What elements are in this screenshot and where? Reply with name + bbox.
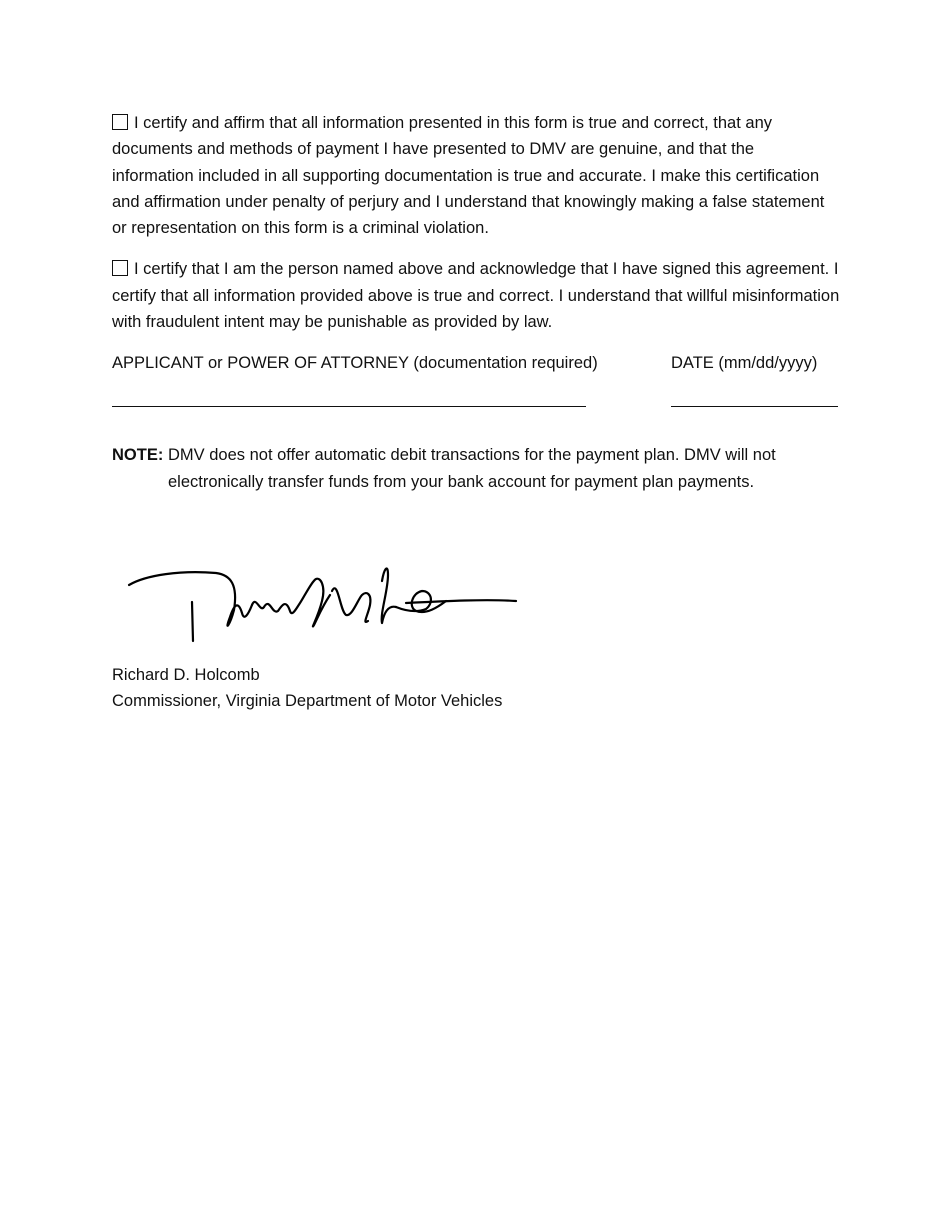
commissioner-signature (126, 555, 521, 647)
signature-date-row (112, 350, 840, 420)
certification-identity (112, 256, 840, 335)
date-label: DATE (mm/dd/yyyy) (671, 354, 818, 373)
certification-checkbox-1[interactable] (112, 114, 128, 130)
form-page (112, 110, 840, 495)
signature-stroke-h (382, 568, 396, 623)
certification-checkbox-2[interactable] (112, 260, 128, 276)
certification-text-1: I certify and affirm that all information presented in this form is true and correct, that any documents and methods of payment I have presented to DMV are genuine, and that the information included in all supporting documentation is true and accurate. I make this certification and affirmation under penalty of perjury and I understand that knowingly making a false statement or representation on this form is a criminal violation. (112, 114, 825, 238)
applicant-signature-label: APPLICANT or POWER OF ATTORNEY (documentation required) (112, 354, 598, 373)
commissioner-title: Commissioner, Virginia Department of Motor Vehicles (112, 692, 503, 711)
commissioner-name: Richard D. Holcomb (112, 666, 260, 684)
note-label: NOTE: (112, 446, 164, 465)
commissioner-block (112, 662, 502, 715)
signature-stroke-top (129, 572, 252, 626)
signature-stroke-d (332, 588, 370, 622)
date-line[interactable] (671, 406, 838, 407)
certification-affirmation (112, 110, 840, 241)
signature-stroke-middle (252, 579, 330, 627)
certification-text-2: I certify that I am the person named above and acknowledge that I have signed this agreement. I certify that all information provided above is true and correct. I understand that willful misinformation with fraudulent intent may be punishable as provided by law. (112, 260, 840, 332)
payment-plan-note (112, 442, 840, 495)
signature-stroke-tail (406, 600, 516, 603)
applicant-signature-line[interactable] (112, 406, 586, 407)
note-text: DMV does not offer automatic debit transactions for the payment plan. DMV will not electronically transfer funds from your bank account for payment plan payments. (168, 446, 776, 491)
signature-stroke-stem (192, 602, 193, 641)
